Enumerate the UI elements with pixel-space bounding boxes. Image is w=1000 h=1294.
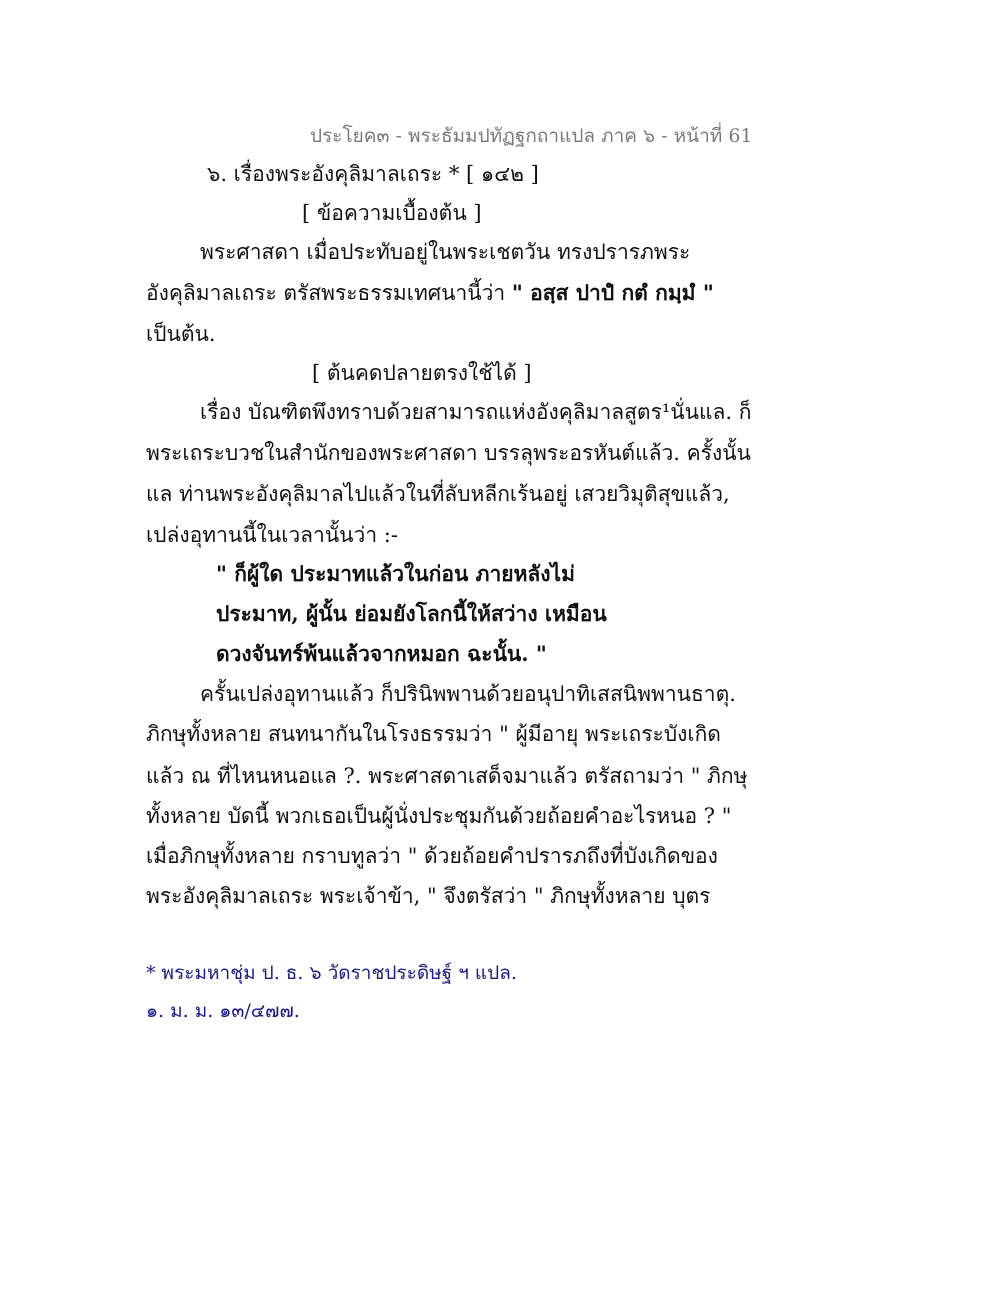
text-line: พระเถระบวชในสำนักของพระศาสดา บรรลุพระอรหันต์แล้ว. ครั้งนั้น bbox=[146, 441, 751, 465]
text-line: เมื่อภิกษุทั้งหลาย กราบทูลว่า " ด้วยถ้อยคำปรารภถึงที่บังเกิดของ bbox=[146, 844, 718, 868]
text-line bbox=[146, 279, 714, 307]
page-header: ประโยค๓ - พระธัมมปทัฏฐกถาแปล ภาค ๖ - หน้าที่ 61 bbox=[310, 125, 753, 147]
verse-line: ดวงจันทร์พ้นแล้วจากหมอก ฉะนั้น. " bbox=[216, 641, 547, 666]
text-line: พระศาสดา เมื่อประทับอยู่ในพระเชตวัน ทรงปรารภพระ bbox=[200, 240, 691, 264]
text-line: เป็นต้น. bbox=[146, 322, 216, 346]
section-heading-intro: [ ข้อความเบื้องต้น ] bbox=[302, 201, 482, 225]
text-line: เปล่งอุทานนี้ในเวลานั้นว่า :- bbox=[146, 523, 398, 547]
section-heading-story: [ ต้นคดปลายตรงใช้ได้ ] bbox=[312, 361, 532, 385]
story-title: ๖. เรื่องพระอังคุลิมาลเถระ * [ ๑๔๒ ] bbox=[207, 162, 539, 186]
text-line: แล ท่านพระอังคุลิมาลไปแล้วในที่ลับหลีกเร้นอยู่ เสวยวิมุติสุขแล้ว, bbox=[146, 482, 730, 506]
text-line: เรื่อง บัณฑิตพึงทราบด้วยสามารถแห่งอังคุลิมาลสูตร¹นั่นแล. ก็ bbox=[200, 400, 752, 424]
footnote-reference: ๑. ม. ม. ๑๓/๔๗๗. bbox=[146, 1000, 300, 1022]
text-line: พระอังคุลิมาลเถระ พระเจ้าข้า, " จึงตรัสว่า " ภิกษุทั้งหลาย บุตร bbox=[146, 884, 711, 908]
text-line: ครั้นเปล่งอุทานแล้ว ก็ปรินิพพานด้วยอนุปาทิเสสนิพพานธาตุ. bbox=[200, 682, 736, 706]
footnote-translator: * พระมหาชุ่ม ป. ธ. ๖ วัดราชประดิษฐ์ ฯ แปล. bbox=[146, 962, 517, 984]
text-line: ทั้งหลาย บัดนี้ พวกเธอเป็นผู้นั่งประชุมกันด้วยถ้อยคำอะไรหนอ ? " bbox=[146, 804, 732, 828]
text-segment: อังคุลิมาลเถระ ตรัสพระธรรมเทศนานี้ว่า bbox=[146, 281, 512, 305]
pali-quote: " อสฺส ปาปํ กตํ กมฺมํ " bbox=[511, 280, 714, 305]
verse-line: ประมาท, ผู้นั้น ย่อมยังโลกนี้ให้สว่าง เหมือน bbox=[216, 601, 607, 626]
text-line: แล้ว ณ ที่ไหนหนอแล ?. พระศาสดาเสด็จมาแล้ว ตรัสถามว่า " ภิกษุ bbox=[146, 764, 748, 788]
text-line: ภิกษุทั้งหลาย สนทนากันในโรงธรรมว่า " ผู้มีอายุ พระเถระบังเกิด bbox=[146, 722, 721, 746]
verse-line: " ก็ผู้ใด ประมาทแล้วในก่อน ภายหลังไม่ bbox=[216, 561, 575, 586]
